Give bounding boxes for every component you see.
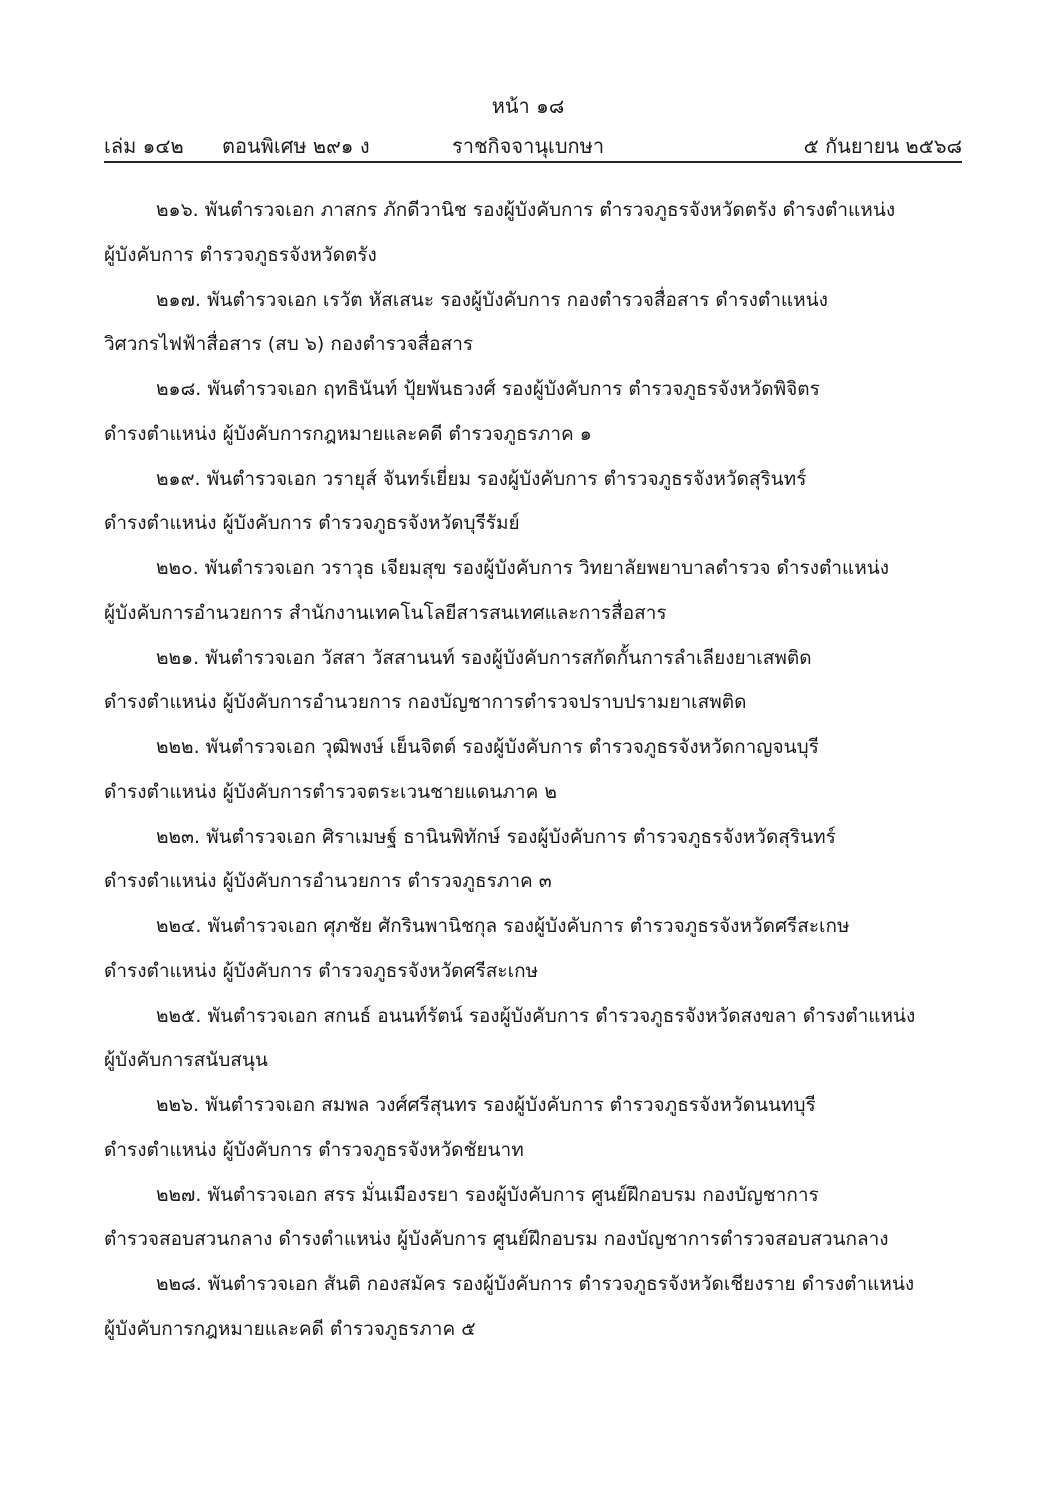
entry-first-line: ๒๒๐. พันตำรวจเอก วราวุธ เจียมสุข รองผู้บังคับการ วิทยาลัยพยาบาลตำรวจ ดำรงตำแหน่ง: [156, 557, 890, 579]
entry-first-line: ๒๒๒. พันตำรวจเอก วุฒิพงษ์ เย็นจิตต์ รองผู้บังคับการ ตำรวจภูธรจังหวัดกาญจนบุรี: [156, 736, 819, 758]
entry-first-line: ๒๑๖. พันตำรวจเอก ภาสกร ภักดีวานิช รองผู้บังคับการ ตำรวจภูธรจังหวัดตรัง ดำรงตำแหน่ง: [156, 199, 896, 221]
entry-first-line: ๒๒๔. พันตำรวจเอก ศุภชัย ศักรินพานิชกุล รองผู้บังคับการ ตำรวจภูธรจังหวัดศรีสะเกษ: [156, 915, 850, 937]
appointment-entry: [104, 278, 954, 368]
appointment-entry: [104, 1083, 954, 1173]
appointment-entry: [104, 636, 954, 726]
entry-second-line: ดำรงตำแหน่ง ผู้บังคับการอำนวยการ กองบัญชาการตำรวจปราบปรามยาเสพติด: [104, 691, 747, 714]
entry-second-line: ผู้บังคับการกฎหมายและคดี ตำรวจภูธรภาค ๕: [104, 1317, 476, 1340]
entry-second-line: ตำรวจสอบสวนกลาง ดำรงตำแหน่ง ผู้บังคับการ ศูนย์ฝึกอบรม กองบัญชาการตำรวจสอบสวนกลาง: [104, 1228, 889, 1251]
appointment-entry: [104, 1173, 954, 1263]
entry-second-line: ดำรงตำแหน่ง ผู้บังคับการตำรวจตระเวนชายแดนภาค ๒: [104, 780, 557, 803]
gazette-name: ราชกิจจานุเบกษา: [452, 134, 605, 158]
appointment-entry: [104, 367, 954, 457]
entry-second-line: ผู้บังคับการสนับสนุน: [104, 1049, 268, 1072]
entry-second-line: ผู้บังคับการ ตำรวจภูธรจังหวัดตรัง: [104, 243, 377, 266]
appointment-entry: [104, 994, 954, 1084]
publication-date: ๕ กันยายน ๒๕๖๘: [803, 134, 962, 158]
entry-second-line: ดำรงตำแหน่ง ผู้บังคับการ ตำรวจภูธรจังหวัดชัยนาท: [104, 1138, 524, 1161]
header-divider: [104, 161, 962, 163]
entry-first-line: ๒๒๘. พันตำรวจเอก สันติ กองสมัคร รองผู้บังคับการ ตำรวจภูธรจังหวัดเชียงราย ดำรงตำแหน่ง: [156, 1273, 915, 1295]
entry-second-line: ดำรงตำแหน่ง ผู้บังคับการอำนวยการ ตำรวจภูธรภาค ๓: [104, 870, 552, 893]
issue-number: ตอนพิเศษ ๒๙๑ ง: [222, 134, 370, 158]
entry-second-line: ดำรงตำแหน่ง ผู้บังคับการ ตำรวจภูธรจังหวัดศรีสะเกษ: [104, 959, 539, 982]
entry-second-line: วิศวกรไฟฟ้าสื่อสาร (สบ ๖) กองตำรวจสื่อสาร: [104, 333, 474, 356]
entry-second-line: ดำรงตำแหน่ง ผู้บังคับการกฎหมายและคดี ตำรวจภูธรภาค ๑: [104, 422, 592, 445]
entry-first-line: ๒๒๕. พันตำรวจเอก สกนธ์ อนนท์รัตน์ รองผู้บังคับการ ตำรวจภูธรจังหวัดสงขลา ดำรงตำแหน่ง: [156, 1004, 916, 1027]
entry-second-line: ดำรงตำแหน่ง ผู้บังคับการ ตำรวจภูธรจังหวัดบุรีรัมย์: [104, 512, 520, 535]
entry-first-line: ๒๑๙. พันตำรวจเอก วรายุส์ จันทร์เยี่ยม รองผู้บังคับการ ตำรวจภูธรจังหวัดสุรินทร์: [156, 467, 807, 490]
page-number: หน้า ๑๘: [491, 94, 565, 118]
appointment-entry: [104, 188, 954, 278]
entry-first-line: ๒๒๑. พันตำรวจเอก วัสสา วัสสานนท์ รองผู้บังคับการสกัดกั้นการลำเลียงยาเสพติด: [156, 646, 812, 669]
entry-first-line: ๒๒๖. พันตำรวจเอก สมพล วงศ์ศรีสุนทร รองผู้บังคับการ ตำรวจภูธรจังหวัดนนทบุรี: [156, 1094, 816, 1116]
entry-first-line: ๒๑๗. พันตำรวจเอก เรวัต หัสเสนะ รองผู้บังคับการ กองตำรวจสื่อสาร ดำรงตำแหน่ง: [156, 288, 828, 311]
appointment-entry: [104, 725, 954, 815]
entry-first-line: ๒๒๓. พันตำรวจเอก ศิราเมษฐ์ ธานินพิทักษ์ รองผู้บังคับการ ตำรวจภูธรจังหวัดสุรินทร์: [156, 825, 836, 848]
gazette-header: [104, 132, 962, 160]
appointment-entry: [104, 457, 954, 547]
appointment-entry: [104, 904, 954, 994]
entry-first-line: ๒๒๗. พันตำรวจเอก สรร มั่นเมืองรยา รองผู้บังคับการ ศูนย์ฝึกอบรม กองบัญชาการ: [156, 1183, 819, 1206]
appointment-list: [104, 188, 954, 1352]
volume-number: เล่ม ๑๔๒: [104, 134, 184, 158]
entry-first-line: ๒๑๘. พันตำรวจเอก ฤทธินันท์ ปุ้ยพันธวงศ์ รองผู้บังคับการ ตำรวจภูธรจังหวัดพิจิตร: [156, 378, 820, 400]
appointment-entry: [104, 815, 954, 905]
entry-second-line: ผู้บังคับการอำนวยการ สำนักงานเทคโนโลยีสารสนเทศและการสื่อสาร: [104, 601, 667, 624]
appointment-entry: [104, 546, 954, 636]
appointment-entry: [104, 1262, 954, 1352]
